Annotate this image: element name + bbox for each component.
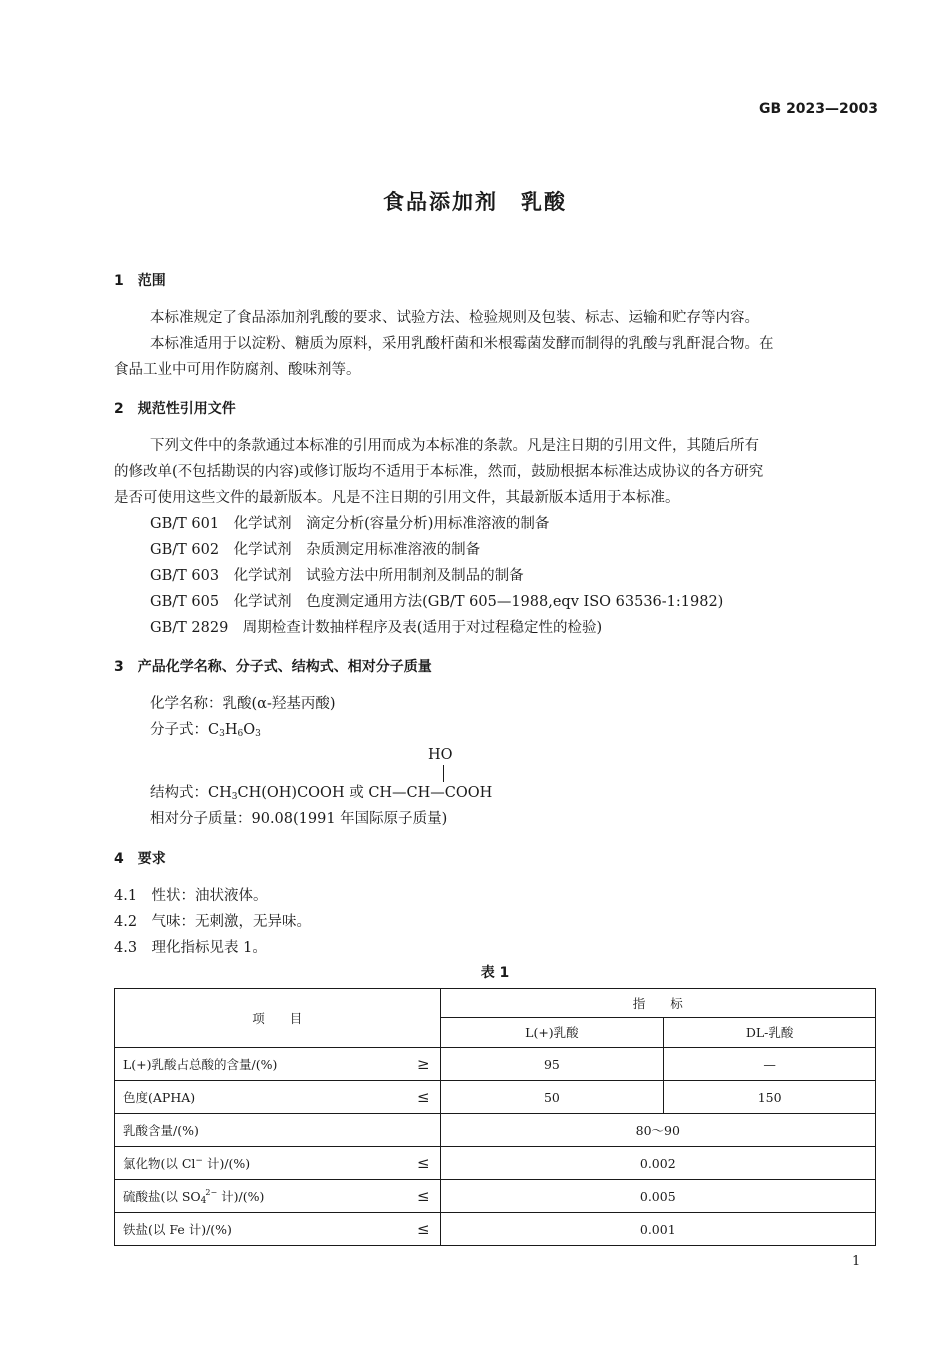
section-2-paragraph-line-2: 的修改单(不包括勘误的内容)或修订版均不适用于本标准，然而，鼓励根据本标准达成协议的各方研究 [114,464,764,480]
relative-molecular-mass: 相对分子质量：90.08(1991 年国际原子质量) [150,811,448,827]
cell-value: 50 [440,1081,664,1114]
cell-value: 150 [664,1081,876,1114]
header-l-lactic: L(+)乳酸 [440,1017,664,1047]
molecular-formula-label: 分子式： [150,722,208,738]
standard-number: GB 2023—2003 [759,101,878,117]
requirement-item: 4.3 理化指标见表 1。 [114,940,267,956]
document-title: 食品添加剂 乳酸 [383,190,567,214]
row-item: 氯化物(以 Cl− 计)/(%) ≤ [115,1147,441,1180]
header-item: 项 目 [115,989,441,1048]
structure-bond-line [443,765,444,782]
reference-item: GB/T 2829 周期检查计数抽样程序及表(适用于对过程稳定性的检验) [150,620,603,636]
reference-item: GB/T 603 化学试剂 试验方法中所用制剂及制品的制备 [150,568,524,584]
chemical-name: 化学名称：乳酸(α-羟基丙酸) [150,696,336,712]
reference-item: GB/T 601 化学试剂 滴定分析(容量分析)用标准溶液的制备 [150,516,550,532]
cell-value: — [664,1048,876,1081]
row-item: 色度(APHA) ≤ [115,1081,441,1114]
molecular-formula: 分子式：$C_3H_6O_3$ [150,722,261,739]
header-index: 指 标 [440,989,875,1018]
requirement-item: 4.2 气味：无刺激，无异味。 [114,914,312,930]
comparison-sign: ≤ [416,1088,430,1106]
cell-value: 0.001 [440,1213,875,1246]
requirement-item: 4.1 性状：油状液体。 [114,888,268,904]
row-item: L(+)乳酸占总酸的含量/(%) ≥ [115,1048,441,1081]
table-row [115,1180,876,1213]
reference-item: GB/T 602 化学试剂 杂质测定用标准溶液的制备 [150,542,481,558]
section-1-paragraph-2-line-1: 本标准适用于以淀粉、糖质为原料，采用乳酸杆菌和米根霉菌发酵而制得的乳酸与乳酐混合物。在 [150,336,774,352]
cell-value: 80～90 [440,1114,875,1147]
comparison-sign: ≥ [416,1055,430,1073]
section-2-paragraph-line-1: 下列文件中的条款通过本标准的引用而成为本标准的条款。凡是注日期的引用文件，其随后所有 [150,438,759,454]
table-row [115,1114,876,1147]
comparison-sign: ≤ [416,1154,430,1172]
structural-formula-graphic: CH—CH—COOH [368,785,493,801]
spec-table [114,988,876,1246]
comparison-sign: ≤ [416,1187,430,1205]
section-3-heading: 3 产品化学名称、分子式、结构式、相对分子质量 [114,659,432,675]
page-number: 1 [852,1254,861,1269]
cell-value: 0.005 [440,1180,875,1213]
table-caption: 表 1 [480,965,510,981]
section-1-heading: 1 范围 [114,273,166,289]
section-2-paragraph-line-3: 是否可使用这些文件的最新版本。凡是不注日期的引用文件，其最新版本适用于本标准。 [114,490,680,506]
row-item: 乳酸含量/(%) [115,1114,441,1147]
structural-formula-label: 结构式： [150,785,208,801]
header-dl-lactic: DL-乳酸 [664,1017,876,1047]
reference-item: GB/T 605 化学试剂 色度测定通用方法(GB/T 605—1988,eqv ISO 63536-1:1982) [150,594,724,610]
row-item: 硫酸盐(以 $SO_4^{2-}$ 计)/(%) ≤ [115,1180,441,1213]
cell-value: 95 [440,1048,664,1081]
section-1-paragraph-1: 本标准规定了食品添加剂乳酸的要求、试验方法、检验规则及包装、标志、运输和贮存等内容。 [150,310,759,326]
comparison-sign: ≤ [416,1220,430,1238]
section-1-paragraph-2-line-2: 食品工业中可用作防腐剂、酸味剂等。 [114,362,361,378]
table-row [115,1048,876,1081]
structure-ho-label: HO [428,747,453,763]
structural-formula: 结构式：$CH_3CH(OH)COOH$ 或 CH—CH—COOH [150,785,493,802]
table-row [115,1213,876,1246]
table-row [115,1147,876,1180]
table-row [115,1081,876,1114]
row-item: 铁盐(以 Fe 计)/(%) ≤ [115,1213,441,1246]
section-2-heading: 2 规范性引用文件 [114,401,236,417]
table-header-row [115,989,876,1018]
section-4-heading: 4 要求 [114,851,166,867]
cell-value: 0.002 [440,1147,875,1180]
